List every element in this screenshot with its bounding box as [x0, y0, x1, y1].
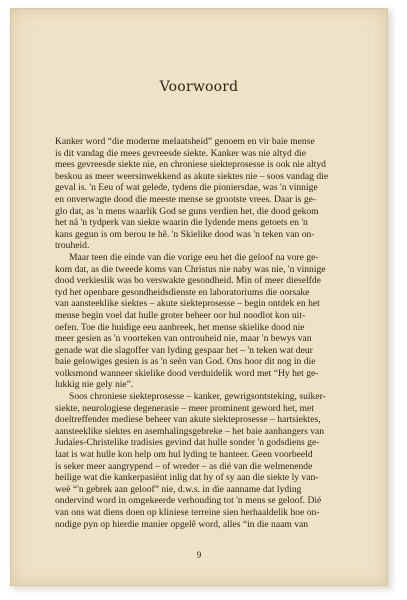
text-line: kans gegun is om berou te hê. 'n Skielike dood was 'n teken van on- [55, 228, 315, 240]
text-line: Judaïes-Christelike tradisies gevind dat hulle sonder 'n godsdiens ge- [55, 437, 320, 449]
text-line: kom dat, as die tweede koms van Christus nie naby was nie, 'n vinnige [55, 263, 326, 275]
text-line: beskou as meer weersinwekkend as akute siektes nie – soos vandag die [55, 170, 329, 182]
text-line: geval is. 'n Eeu of wat gelede, tydens die pioniersdae, was 'n vinnige [55, 182, 318, 194]
text-line: het ná 'n tydperk van siekte waarin die lydende mens getoets en 'n [55, 217, 308, 229]
body-text [55, 136, 373, 530]
text-line: dood verkieslik was bo verswakte gesondheid. Min of meer dieselfde [55, 275, 321, 287]
page-number: 9 [196, 550, 202, 560]
text-line: meer gesien as 'n voorteken van ontrouheid nie, maar 'n bewys van [55, 333, 312, 345]
text-line: tyd het openbare gesondheidsdienste en laboratoriums die oorsake [55, 286, 310, 298]
text-line: is dit vandag die mees gevreesde siekte. Kanker was nie altyd die [55, 147, 306, 159]
text-line: glo dat, as 'n mens waarlik God se guns verdien het, die dood gekom [55, 205, 319, 217]
text-line: weë “'n gebrek aan geloof” nie, d.w.s. in die aanname dat lyding [55, 483, 302, 495]
text-line: heilige wat die kankerpasiënt inlig dat hy of sy aan die siekte ly van- [55, 472, 319, 484]
text-line: nodige pyn op hierdie manier opgelê word, alles “in die naam van [55, 518, 309, 530]
text-line: van aansteeklike siektes – akute siekteprosesse – begin ontdek en het [55, 298, 320, 310]
text-line: van ons wat diens doen op kliniese terreine sien herhaaldelik hoe on- [55, 507, 320, 518]
text-line: oefen. Toe die huidige eeu aanbreek, het mense skielike dood nie [55, 321, 305, 333]
text-line: lukkig nie gely nie”. [55, 379, 134, 391]
text-line: trouheid. [55, 240, 90, 252]
text-line: Soos chroniese siekteprosesse – kanker, gewrigsontsteking, suiker- [69, 391, 326, 403]
text-line: aansteeklike siektes en asemhalingsgebreke – het baie aanhangers van [55, 425, 325, 437]
text-line: en onverwagte dood die meeste mense se grootste vrees. Daar is ge- [55, 193, 317, 205]
text-line: doeltreffender mediese beheer van akute siekteprosesse – hartsiektes, [55, 414, 321, 426]
text-line: ondervind word in omgekeerde verhouding tot 'n mens se geloof. Dié [55, 495, 322, 507]
text-line: mees gevreesde siekte nie, en chroniese siekteprosesse is ook nie altyd [55, 159, 326, 171]
text-line: genade wat die slagoffer van lyding gespaar het – 'n teken wat deur [55, 344, 313, 356]
text-line: is seker meer aangrypend – of wreder – as dié van die welmenende [55, 460, 313, 472]
text-line: baie gelowiges gesien is as 'n seën van God. Ons hoor dit nog in die [55, 356, 316, 368]
page-title: Voorwoord [159, 79, 239, 95]
text-line: Kanker word “die moderne melaatsheid” genoem en vir baie mense [55, 136, 315, 147]
text-line: Maar teen die einde van die vorige eeu het die geloof na vore ge- [69, 251, 319, 263]
text-line: volksmond wanneer skielike dood verduidelik word met “Hy het ge- [55, 367, 319, 379]
book-page [10, 8, 388, 586]
text-line: mense begin voel dat hulle groter beheer oor hul noodlot kon uit- [55, 309, 306, 321]
text-line: siekte, neurologiese degenerasie – meer prominent geword het, met [55, 402, 314, 414]
text-line: laat is wat hulle kon help om hul lyding te hanteer. Geen voorbeeld [55, 449, 313, 461]
